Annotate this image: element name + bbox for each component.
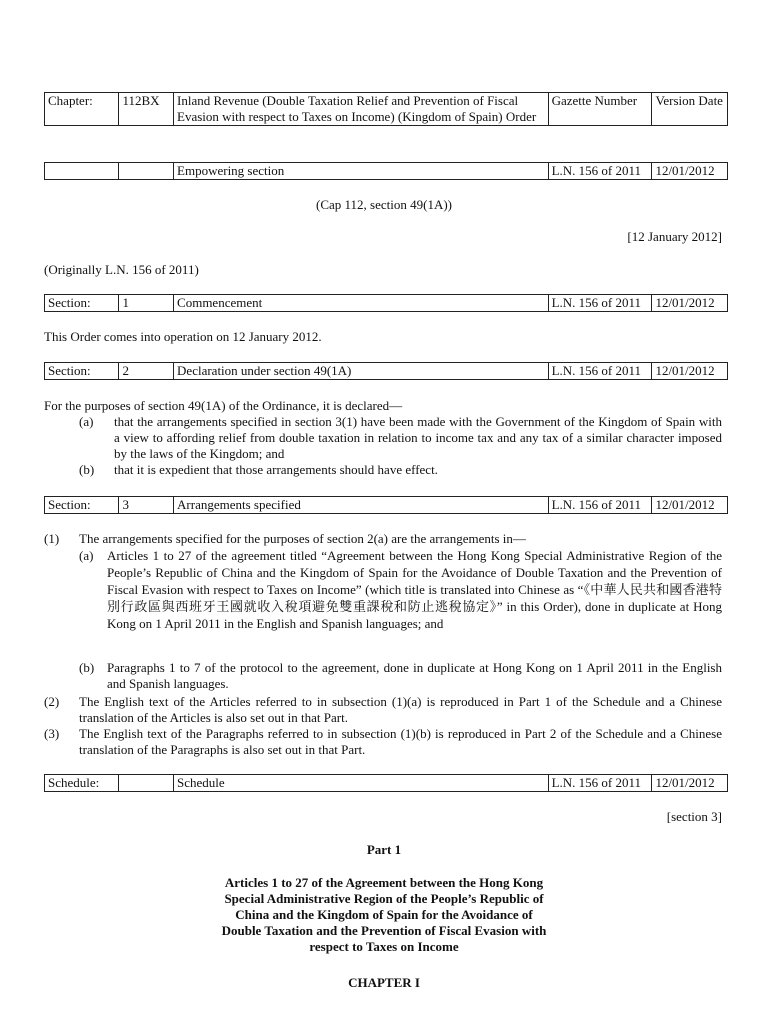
section-2-date: 12/01/2012 <box>652 363 728 380</box>
schedule-label: Schedule: <box>45 775 119 792</box>
section-3-sub-a <box>79 547 722 632</box>
section-3-subsection-2 <box>44 694 722 726</box>
empowering-date: 12/01/2012 <box>652 163 728 180</box>
schedule-date: 12/01/2012 <box>652 775 728 792</box>
section-3-label: Section: <box>45 497 119 514</box>
item-mark: (a) <box>79 548 94 563</box>
section-1-title: Commencement <box>174 295 549 312</box>
chapter-label: Chapter: <box>45 93 119 126</box>
section-2-item-a <box>44 414 722 462</box>
section-3-number: 3 <box>119 497 174 514</box>
section-2-table <box>44 362 728 380</box>
empowering-gazette: L.N. 156 of 2011 <box>548 163 652 180</box>
section-1-number: 1 <box>119 295 174 312</box>
empowering-col1 <box>45 163 119 180</box>
originally-note: (Originally L.N. 156 of 2011) <box>44 262 199 277</box>
gazette-number-header: Gazette Number <box>548 93 652 126</box>
section-2-intro: For the purposes of section 49(1A) of the Ordinance, it is declared— <box>44 398 403 413</box>
section-1-table <box>44 294 728 312</box>
section-3-gazette: L.N. 156 of 2011 <box>548 497 652 514</box>
section-2-item-b <box>44 462 722 478</box>
chapter-number: 112BX <box>119 93 174 126</box>
section-1-text: This Order comes into operation on 12 January 2012. <box>44 329 322 344</box>
section-1-gazette: L.N. 156 of 2011 <box>548 295 652 312</box>
section-3-subsection-3 <box>44 726 722 758</box>
item-text: Articles 1 to 27 of the agreement titled “Agreement between the Hong Kong Special Administrative Region of the People’s Republic of China and the Kingdom of Spain for the Avoidance of Double Taxation and the Prevention of Fiscal Evasion with respect to Taxes on Income” (which title is translated into Chinese as “《中華人民共和國香港特別行政區與西班牙王國就收入稅項避免雙重課稅和防止逃稅協定》” in this Order), done in duplicate at Hong Kong on 1 April 2011 in the English and Spanish languages; and <box>107 548 722 631</box>
empowering-col2 <box>119 163 174 180</box>
item-text: that it is expedient that those arrangements should have effect. <box>114 462 438 477</box>
chapter-heading: CHAPTER I <box>348 975 420 990</box>
section-2-gazette: L.N. 156 of 2011 <box>548 363 652 380</box>
item-mark: (b) <box>79 462 95 477</box>
schedule-part-heading: Articles 1 to 27 of the Agreement between the Hong Kong Special Administrative Region of the People’s Republic of China and the Kingdom of Spain for the Avoidance of Double Taxation and the Prevention of Fiscal Evasion with respect to Taxes on Income <box>221 875 547 954</box>
section-2-label: Section: <box>45 363 119 380</box>
cap-reference: (Cap 112, section 49(1A)) <box>316 197 452 212</box>
item-text: that the arrangements specified in section 3(1) have been made with the Government of the Kingdom of Spain with a view to affording relief from double taxation in relation to income tax and any tax of a similar character imposed by the laws of the Kingdom; and <box>114 414 722 461</box>
section-3-sub-b <box>79 660 722 692</box>
schedule-gazette: L.N. 156 of 2011 <box>548 775 652 792</box>
section-3-subsection-1 <box>44 531 722 547</box>
schedule-col2 <box>119 775 174 792</box>
empowering-title: Empowering section <box>174 163 549 180</box>
schedule-title: Schedule <box>174 775 549 792</box>
section-1-date: 12/01/2012 <box>652 295 728 312</box>
section-2-number: 2 <box>119 363 174 380</box>
item-mark: (a) <box>79 414 94 429</box>
subsection-mark: (2) <box>44 694 60 709</box>
chapter-title: Inland Revenue (Double Taxation Relief and Prevention of Fiscal Evasion with respect to Taxes on Income) (Kingdom of Spain) Order <box>174 93 549 126</box>
section-2-title: Declaration under section 49(1A) <box>174 363 549 380</box>
version-date-header: Version Date <box>652 93 728 126</box>
schedule-section-ref: [section 3] <box>666 809 722 824</box>
subsection-text: The English text of the Articles referred to in subsection (1)(a) is reproduced in Part 1 of the Schedule and a Chinese translation of the Articles is also set out in that Part. <box>79 694 722 725</box>
schedule-part-title: Part 1 <box>366 842 402 857</box>
item-text: Paragraphs 1 to 7 of the protocol to the agreement, done in duplicate at Hong Kong on 1 April 2011 in the English and Spanish languages. <box>107 660 722 691</box>
section-3-date: 12/01/2012 <box>652 497 728 514</box>
empowering-section-table <box>44 162 728 180</box>
subsection-text: The English text of the Paragraphs referred to in subsection (1)(b) is reproduced in Part 2 of the Schedule and a Chinese translation of the Paragraphs is also set out in that Part. <box>79 726 722 757</box>
section-3-table <box>44 496 728 514</box>
subsection-mark: (3) <box>44 726 60 741</box>
section-1-label: Section: <box>45 295 119 312</box>
chapter-header-table <box>44 92 728 126</box>
section-3-title: Arrangements specified <box>174 497 549 514</box>
date-bracket: [12 January 2012] <box>627 229 722 244</box>
subsection-text: The arrangements specified for the purposes of section 2(a) are the arrangements in— <box>79 531 526 546</box>
subsection-mark: (1) <box>44 531 60 546</box>
schedule-table <box>44 774 728 792</box>
item-mark: (b) <box>79 660 95 675</box>
